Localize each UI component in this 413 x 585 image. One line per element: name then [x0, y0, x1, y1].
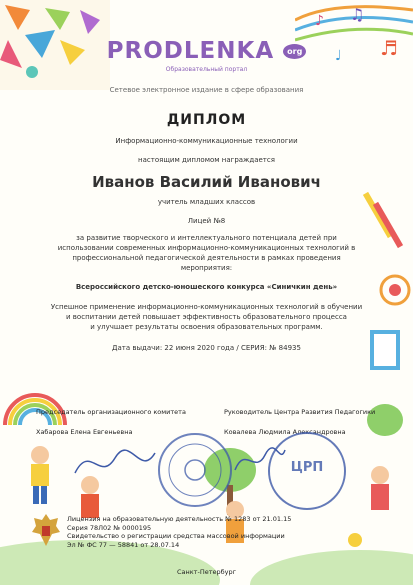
city: Санкт-Петербург — [176, 568, 237, 576]
award-reason — [0, 233, 413, 273]
issuer: Информационно-коммуникационные технологии — [115, 137, 298, 145]
license-line: Свидетельство о регистрации средства массовой информации — [67, 532, 285, 540]
svg-text:♬: ♬ — [380, 36, 398, 60]
license-info — [67, 515, 317, 549]
right-signatory-title: Руководитель Центра Развития Педагогики — [224, 408, 376, 416]
statement-line: и улучшает результаты освоения образовательных программ. — [90, 323, 323, 331]
recipient-position: учитель младших классов — [157, 198, 256, 206]
subtitle: Сетевое электронное издание в сфере образования — [109, 86, 304, 94]
left-signatory-title: Председатель организационного комитета — [36, 408, 186, 416]
logo-tagline: Образовательный портал — [165, 66, 248, 73]
left-signature — [70, 438, 160, 488]
left-signatory-name: Хабарова Елена Евгеньевна — [36, 428, 133, 436]
coat-of-arms-icon — [30, 512, 62, 548]
license-line: Лицензия на образовательную деятельность № 1283 от 21.01.15 — [67, 515, 292, 523]
svg-text:♪: ♪ — [315, 13, 324, 29]
recipient-school: Лицей №8 — [187, 217, 226, 225]
svg-text:♫: ♫ — [350, 5, 365, 24]
license-line: Серия 78Л02 № 0000195 — [67, 523, 152, 532]
left-stamp — [155, 430, 235, 510]
reason-line: использовании современных информационно-коммуникационных технологий в — [57, 244, 356, 252]
reason-line: мероприятия: — [180, 264, 233, 272]
award-phrase: настоящим дипломом награждается — [138, 156, 275, 164]
statement-line: и воспитании детей повышает эффективность образовательного процесса — [66, 313, 347, 321]
right-stamp — [268, 432, 346, 510]
license-line: Эл № ФС 77 — 58841 от 28.07.14 — [67, 540, 180, 549]
right-signatory-name: Ковалева Людмила Александровна — [224, 428, 346, 436]
stamp-text: ЦРП — [290, 460, 324, 475]
contest-name: Всероссийского детско-юношеского конкурса «Синичкин день» — [75, 283, 338, 291]
svg-text:♩: ♩ — [335, 48, 342, 64]
issue-info: Дата выдачи: 22 июня 2020 года / СЕРИЯ: № 84935 — [112, 344, 301, 352]
prodlenka-logo: PRODLENKA org — [0, 38, 413, 64]
reason-line: профессиональной педагогической деятельности в рамках проведения — [72, 254, 341, 262]
statement — [0, 302, 413, 332]
recipient-name: Иванов Василий Иванович — [92, 173, 321, 191]
diploma-title: ДИПЛОМ — [166, 112, 247, 128]
reason-line: за развитие творческого и интеллектуального потенциала детей при — [76, 234, 337, 242]
statement-line: Успешное применение информационно-коммуникационных технологий в обучении — [50, 303, 363, 311]
